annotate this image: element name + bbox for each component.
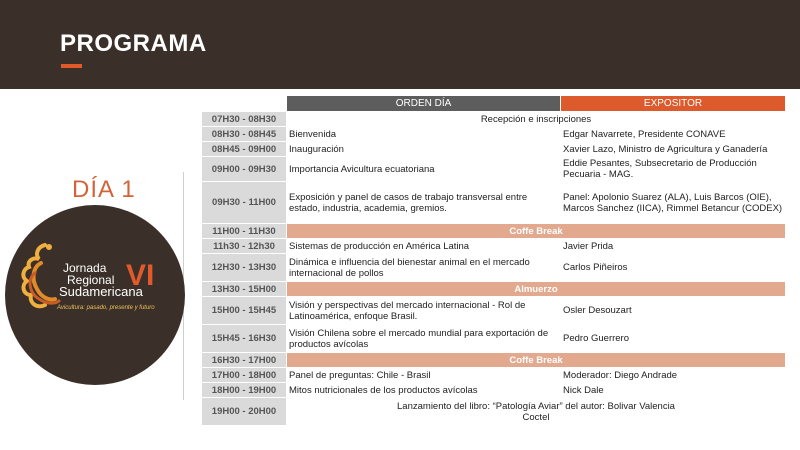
- logo-line-2: Regional: [67, 273, 115, 287]
- title-underline: [61, 64, 82, 68]
- time-cell: 18H00 - 19H00: [202, 383, 287, 398]
- time-cell: 11H00 - 11H30: [202, 224, 287, 239]
- activity-cell: Sistemas de producción en América Latina: [287, 239, 561, 254]
- schedule-row: [202, 182, 786, 224]
- schedule-row: [202, 239, 786, 254]
- speaker-cell: Eddie Pesantes, Subsecretario de Producción Pecuaria - MAG.: [561, 157, 786, 182]
- speaker-cell: Osler Desouzart: [561, 297, 786, 325]
- logo-line-3: Sudamericana: [59, 284, 143, 299]
- header-bar: [0, 0, 800, 89]
- time-cell: 07H30 - 08H30: [202, 112, 287, 127]
- time-cell: 09H30 - 11H00: [202, 182, 287, 224]
- schedule-row: [202, 353, 786, 368]
- speaker-cell: Xavier Lazo, Ministro de Agricultura y Ganadería: [561, 142, 786, 157]
- time-cell: 12H30 - 13H30: [202, 254, 287, 282]
- logo-tagline: Avicultura: pasado, presente y futuro: [57, 305, 155, 311]
- activity-cell: Mitos nutricionales de los productos avícolas: [287, 383, 561, 398]
- activity-cell: Bienvenida: [287, 127, 561, 142]
- table-header-row: [202, 96, 786, 112]
- time-cell: 15H45 - 16H30: [202, 325, 287, 353]
- schedule-row: [202, 157, 786, 182]
- header-orden-dia: ORDEN DÍA: [287, 96, 561, 112]
- activity-cell: Importancia Avicultura ecuatoriana: [287, 157, 561, 182]
- activity-cell: Panel de preguntas: Chile - Brasil: [287, 368, 561, 383]
- time-cell: 15H00 - 15H45: [202, 297, 287, 325]
- activity-cell: Inauguración: [287, 142, 561, 157]
- schedule-row: [202, 127, 786, 142]
- merged-activity-cell: Lanzamiento del libro: “Patología Aviar” del autor: Bolivar Valencia Coctel: [287, 398, 786, 426]
- schedule-row: [202, 224, 786, 239]
- break-cell: Almuerzo: [287, 282, 786, 297]
- day-label: DÍA 1: [72, 176, 136, 203]
- merged-activity-cell: Recepción e inscripciones: [287, 112, 786, 127]
- time-cell: 08H45 - 09H00: [202, 142, 287, 157]
- program-table: [201, 95, 786, 426]
- speaker-cell: Panel: Apolonio Suarez (ALA), Luis Barcos (OIE), Marcos Sanchez (IICA), Rimmel Betancur (CODEX): [561, 182, 786, 224]
- speaker-cell: Nick Dale: [561, 383, 786, 398]
- schedule-row: [202, 383, 786, 398]
- page-title: PROGRAMA: [60, 30, 207, 57]
- break-cell: Coffe Break: [287, 224, 786, 239]
- time-cell: 16H30 - 17H00: [202, 353, 287, 368]
- time-cell: 09H00 - 09H30: [202, 157, 287, 182]
- activity-cell: Visión Chilena sobre el mercado mundial para exportación de productos avícolas: [287, 325, 561, 353]
- event-logo: [5, 205, 185, 385]
- schedule-row: [202, 325, 786, 353]
- break-cell: Coffe Break: [287, 353, 786, 368]
- time-cell: 19H00 - 20H00: [202, 398, 287, 426]
- logo-edition-number: VI: [126, 259, 155, 292]
- header-time-spacer: [202, 96, 287, 112]
- time-cell: 13H30 - 15H00: [202, 282, 287, 297]
- schedule-row: [202, 112, 786, 127]
- activity-cell: Exposición y panel de casos de trabajo transversal entre estado, industria, academia, gremios.: [287, 182, 561, 224]
- time-cell: 11h30 - 12h30: [202, 239, 287, 254]
- time-cell: 17H00 - 18H00: [202, 368, 287, 383]
- speaker-cell: Pedro Guerrero: [561, 325, 786, 353]
- activity-cell: Dinámica e influencia del bienestar animal en el mercado internacional de pollos: [287, 254, 561, 282]
- schedule-row: [202, 368, 786, 383]
- header-expositor: EXPOSITOR: [561, 96, 786, 112]
- time-cell: 08H30 - 08H45: [202, 127, 287, 142]
- speaker-cell: Edgar Navarrete, Presidente CONAVE: [561, 127, 786, 142]
- logo-line-1: Jornada: [63, 261, 107, 275]
- schedule-row: [202, 142, 786, 157]
- schedule-row: [202, 398, 786, 426]
- activity-cell: Visión y perspectivas del mercado internacional - Rol de Latinoamérica, enfoque Brasil.: [287, 297, 561, 325]
- speaker-cell: Carlos Piñeiros: [561, 254, 786, 282]
- schedule-row: [202, 254, 786, 282]
- schedule-row: [202, 282, 786, 297]
- schedule-row: [202, 297, 786, 325]
- speaker-cell: Javier Prida: [561, 239, 786, 254]
- speaker-cell: Moderador: Diego Andrade: [561, 368, 786, 383]
